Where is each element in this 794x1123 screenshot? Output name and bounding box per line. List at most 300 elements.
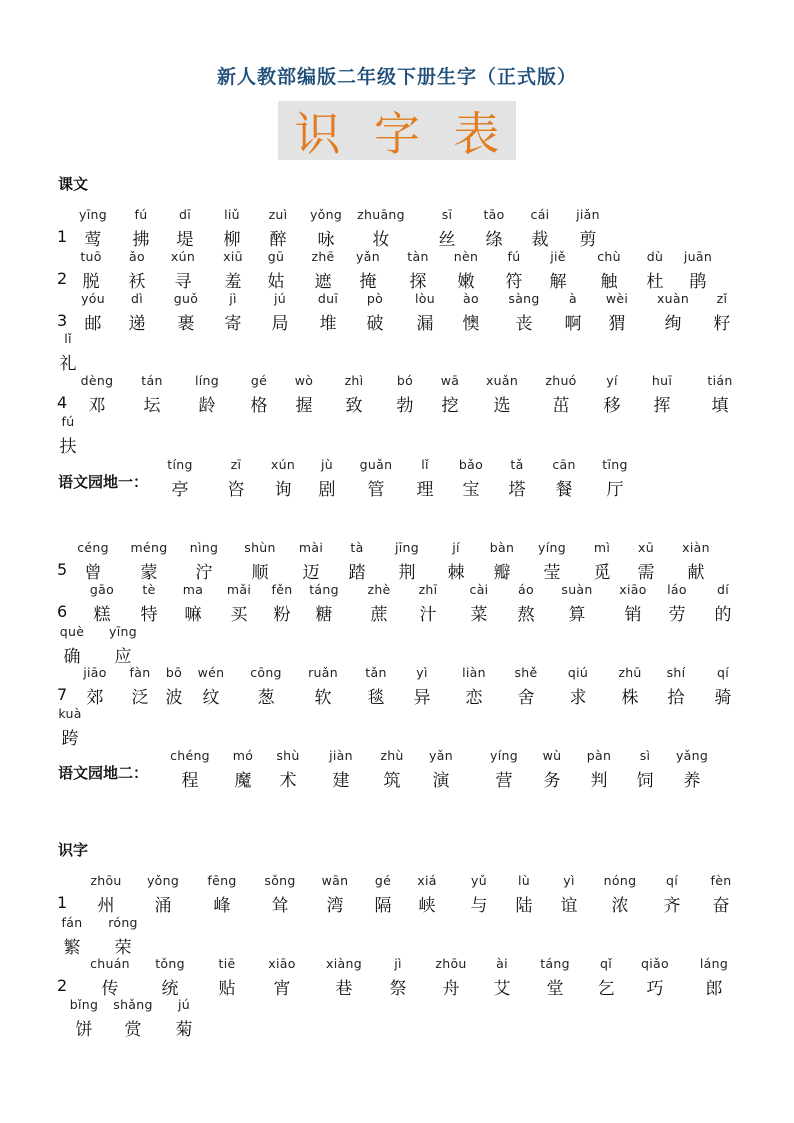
pinyin: zhū [618,665,642,680]
pinyin: zī [230,457,242,472]
hanzi: 术 [279,771,297,791]
pinyin: yóu [81,291,105,306]
hanzi: 特 [140,605,158,625]
hanzi: 丝 [438,230,456,250]
pinyin: chéng [170,748,210,763]
pinyin: bǎo [458,457,484,472]
hanzi: 祭 [389,979,407,999]
pinyin: pàn [586,748,612,763]
hanzi: 妆 [372,230,390,250]
pinyin: xuàn [656,291,690,306]
hanzi: 堆 [319,314,337,334]
hanzi: 寄 [224,314,242,334]
hanzi: 菊 [175,1020,193,1040]
hanzi: 踏 [348,563,366,583]
pinyin: chù [597,249,621,264]
hanzi: 懊 [462,314,480,334]
pinyin: chuán [90,956,130,971]
pinyin: xū [638,540,654,555]
pinyin: tiē [218,956,236,971]
hanzi: 葱 [257,688,275,708]
pinyin: duī [317,291,339,306]
hanzi: 舟 [442,979,460,999]
hanzi: 齐 [663,896,681,916]
hanzi: 巧 [646,979,664,999]
pinyin: gū [267,249,285,264]
pinyin: gé [250,373,268,388]
line-number: 5 [57,560,68,579]
pinyin: guǒ [173,291,199,306]
pinyin: mǎi [226,582,252,597]
line-number: 2 [57,976,68,995]
hanzi: 谊 [560,896,578,916]
pinyin: bàn [489,540,515,555]
pinyin: sǒng [264,873,296,888]
pinyin: fēng [207,873,237,888]
hanzi: 堂 [546,979,564,999]
pinyin: tè [142,582,156,597]
pinyin: fú [61,414,75,429]
hanzi: 堤 [176,230,194,250]
pinyin: tán [141,373,163,388]
hanzi: 饼 [75,1020,93,1040]
hanzi: 袄 [128,272,146,292]
line-number: 7 [57,685,68,704]
hanzi: 嘛 [184,605,202,625]
pinyin: bó [396,373,414,388]
pinyin: nìng [189,540,219,555]
pinyin: sàng [508,291,540,306]
pinyin: què [59,624,85,639]
pinyin: yì [563,873,575,888]
pinyin: suàn [561,582,593,597]
hanzi: 赏 [124,1020,142,1040]
pinyin: yíng [538,540,566,555]
hanzi: 湾 [326,896,344,916]
pinyin: yǒng [146,873,180,888]
line-number: 3 [57,311,68,330]
hanzi: 繁 [63,938,81,958]
hanzi: 握 [295,396,313,416]
hanzi: 猬 [608,314,626,334]
pinyin: qiú [567,665,589,680]
hanzi: 嫩 [457,272,475,292]
pinyin: dù [646,249,664,264]
char-line [0,706,794,750]
pinyin: cōng [250,665,282,680]
hanzi: 统 [161,979,179,999]
hanzi: 荆 [398,563,416,583]
pinyin: fěn [271,582,293,597]
pinyin: tàn [407,249,429,264]
hanzi: 涌 [154,896,172,916]
pinyin: ruǎn [308,665,338,680]
hanzi: 熬 [517,605,535,625]
hanzi: 骑 [714,688,732,708]
hanzi: 填 [711,396,729,416]
hanzi: 巷 [335,979,353,999]
hanzi: 买 [230,605,248,625]
pinyin: fú [507,249,521,264]
pinyin: sì [639,748,651,763]
hanzi: 糕 [93,605,111,625]
section-garden-2: 语文园地二： [58,764,149,782]
pinyin: wén [197,665,225,680]
pinyin: lòu [415,291,435,306]
hanzi: 耸 [271,896,289,916]
hanzi: 求 [569,688,587,708]
pinyin: jīng [394,540,420,555]
pinyin: tāo [483,207,505,222]
pinyin: shù [276,748,300,763]
pinyin: yì [416,665,428,680]
section-kewen: 课文 [58,175,89,193]
hanzi: 瓣 [493,563,511,583]
hanzi: 局 [271,314,289,334]
hanzi: 餐 [555,480,573,500]
pinyin: wù [542,748,562,763]
pinyin: qí [665,873,679,888]
hanzi: 递 [128,314,146,334]
char-line [0,540,794,584]
hanzi: 泛 [131,688,149,708]
pinyin: jì [394,956,402,971]
pinyin: yǎn [429,748,453,763]
pinyin: tīng [602,457,628,472]
pinyin: tián [707,373,733,388]
char-line [0,873,794,917]
hanzi: 致 [345,396,363,416]
hanzi: 宝 [462,480,480,500]
hanzi: 剪 [579,230,597,250]
hanzi: 与 [470,896,488,916]
char-line [0,997,794,1041]
banner-char-1: 识 [294,106,341,161]
hanzi: 探 [409,272,427,292]
pinyin: cān [552,457,576,472]
hanzi: 销 [624,605,642,625]
hanzi: 绦 [485,230,503,250]
char-line [0,624,794,668]
hanzi: 建 [332,771,350,791]
char-line [0,207,794,251]
hanzi: 劳 [668,605,686,625]
pinyin: lǐ [64,331,72,346]
hanzi: 需 [637,563,655,583]
hanzi: 姑 [267,272,285,292]
hanzi: 泞 [195,563,213,583]
pinyin: táng [540,956,570,971]
char-line [0,748,794,792]
hanzi: 软 [314,688,332,708]
char-line [0,291,794,335]
hanzi: 浓 [611,896,629,916]
hanzi: 陆 [515,896,533,916]
pinyin: zhē [311,249,335,264]
hanzi: 跨 [61,729,79,749]
pinyin: xiāo [268,956,296,971]
pinyin: xiá [417,873,437,888]
hanzi: 贴 [218,979,236,999]
section-shizi: 识字 [58,841,89,859]
hanzi: 管 [367,480,385,500]
pinyin: tǒng [155,956,185,971]
banner-char-3: 表 [453,106,500,161]
hanzi: 拂 [132,230,150,250]
pinyin: yíng [490,748,518,763]
hanzi: 鹃 [689,272,707,292]
hanzi: 裹 [177,314,195,334]
hanzi: 勃 [396,396,414,416]
hanzi: 扶 [59,437,77,457]
hanzi: 挥 [653,396,671,416]
pinyin: yǔ [471,873,487,888]
pinyin: mó [232,748,254,763]
hanzi: 波 [165,688,183,708]
pinyin: fú [134,207,148,222]
char-line [0,373,794,417]
pinyin: huī [651,373,673,388]
pinyin: jiǎn [576,207,600,222]
hanzi: 确 [63,647,81,667]
char-line [0,582,794,626]
hanzi: 莺 [84,230,102,250]
section-garden-1: 语文园地一： [58,473,149,491]
pinyin: qiǎo [641,956,669,971]
pinyin: zuì [268,207,288,222]
line-number: 1 [57,227,68,246]
hanzi: 魔 [234,771,252,791]
pinyin: tǎn [365,665,387,680]
hanzi: 龄 [198,396,216,416]
pinyin: dī [178,207,192,222]
pinyin: cài [469,582,489,597]
hanzi: 羞 [224,272,242,292]
pinyin: bǐng [69,997,99,1012]
pinyin: à [569,291,577,306]
hanzi: 坛 [143,396,161,416]
pinyin: yīng [109,624,137,639]
hanzi: 艾 [493,979,511,999]
pinyin: shǎng [113,997,153,1012]
hanzi: 养 [683,771,701,791]
pinyin: jú [178,997,190,1012]
hanzi: 礼 [59,354,77,374]
line-number: 4 [57,393,68,412]
hanzi: 杜 [646,272,664,292]
pinyin: jù [321,457,333,472]
banner-char-2: 字 [373,106,420,161]
pinyin: bō [165,665,183,680]
pinyin: liàn [462,665,486,680]
hanzi: 郎 [705,979,723,999]
hanzi: 毯 [367,688,385,708]
pinyin: jiàn [329,748,353,763]
hanzi: 株 [621,688,639,708]
pinyin: líng [194,373,220,388]
char-line [0,665,794,709]
pinyin: áo [518,582,534,597]
pinyin: jú [274,291,286,306]
pinyin: zhī [418,582,438,597]
hanzi: 裁 [531,230,549,250]
hanzi: 漏 [416,314,434,334]
hanzi: 异 [413,688,431,708]
hanzi: 格 [250,396,268,416]
pinyin: dèng [80,373,114,388]
hanzi: 营 [495,771,513,791]
pinyin: juān [683,249,713,264]
hanzi: 掩 [359,272,377,292]
hanzi: 符 [505,272,523,292]
pinyin: zhuāng [357,207,405,222]
hanzi: 峰 [213,896,231,916]
char-line [0,414,794,458]
hanzi: 咏 [317,230,335,250]
pinyin: ài [496,956,508,971]
pinyin: táng [309,582,339,597]
pinyin: ǎo [129,249,145,264]
pinyin: dí [716,582,730,597]
pinyin: nèn [453,249,479,264]
hanzi: 觅 [593,563,611,583]
pinyin: gé [374,873,392,888]
page-title: 新人教部编版二年级下册生字（正式版） [216,66,577,88]
pinyin: shí [666,665,686,680]
pinyin: xún [170,249,196,264]
hanzi: 荣 [114,938,132,958]
hanzi: 演 [432,771,450,791]
hanzi: 恋 [465,688,483,708]
hanzi: 籽 [713,314,731,334]
hanzi: 柳 [223,230,241,250]
pinyin: zhè [367,582,391,597]
hanzi: 破 [366,314,384,334]
hanzi: 啊 [564,314,582,334]
hanzi: 邮 [84,314,102,334]
hanzi: 询 [274,480,292,500]
hanzi: 州 [97,896,115,916]
pinyin: fèn [710,873,732,888]
pinyin: jiāo [83,665,107,680]
hanzi: 乞 [597,979,615,999]
pinyin: láng [699,956,729,971]
hanzi: 判 [590,771,608,791]
hanzi: 触 [600,272,618,292]
pinyin: sī [441,207,453,222]
hanzi: 隔 [374,896,392,916]
hanzi: 移 [603,396,621,416]
hanzi: 的 [714,605,732,625]
char-line [0,915,794,959]
pinyin: wò [294,373,314,388]
pinyin: tuō [80,249,102,264]
pinyin: pò [366,291,384,306]
pinyin: ma [182,582,204,597]
line-number: 6 [57,602,68,621]
hanzi: 奋 [712,896,730,916]
pinyin: lǐ [421,457,429,472]
pinyin: zhuó [545,373,577,388]
hanzi: 顺 [251,563,269,583]
pinyin: yīng [79,207,107,222]
hanzi: 寻 [174,272,192,292]
hanzi: 蒙 [140,563,158,583]
hanzi: 邓 [88,396,106,416]
pinyin: fàn [129,665,151,680]
hanzi: 棘 [447,563,465,583]
line-number: 2 [57,269,68,288]
pinyin: qí [716,665,730,680]
pinyin: xiū [223,249,243,264]
pinyin: wèi [605,291,629,306]
pinyin: jí [452,540,460,555]
hanzi: 糖 [315,605,333,625]
hanzi: 亭 [171,480,189,500]
pinyin: guǎn [359,457,393,472]
hanzi: 筑 [383,771,401,791]
pinyin: lù [518,873,530,888]
banner [278,101,516,160]
pinyin: zhōu [90,873,122,888]
pinyin: fán [61,915,83,930]
pinyin: gāo [89,582,115,597]
line-number: 1 [57,893,68,912]
pinyin: shùn [244,540,276,555]
hanzi: 选 [493,396,511,416]
pinyin: céng [77,540,109,555]
pinyin: méng [130,540,168,555]
hanzi: 曾 [84,563,102,583]
hanzi: 脱 [82,272,100,292]
pinyin: mì [593,540,611,555]
char-line [0,457,794,501]
char-line [0,331,794,375]
pinyin: zǐ [716,291,728,306]
hanzi: 茁 [552,396,570,416]
pinyin: mài [298,540,324,555]
hanzi: 拾 [667,688,685,708]
hanzi: 峡 [418,896,436,916]
hanzi: 郊 [86,688,104,708]
hanzi: 莹 [543,563,561,583]
hanzi: 舍 [517,688,535,708]
pinyin: jì [229,291,237,306]
hanzi: 献 [687,563,705,583]
hanzi: 醉 [269,230,287,250]
pinyin: xuǎn [485,373,519,388]
pinyin: tǎ [510,457,524,472]
pinyin: tà [350,540,364,555]
hanzi: 迈 [302,563,320,583]
pinyin: xún [270,457,296,472]
pinyin: kuà [58,706,82,721]
hanzi: 应 [114,647,132,667]
pinyin: qǐ [599,956,613,971]
hanzi: 务 [543,771,561,791]
pinyin: jiě [550,249,566,264]
pinyin: yǒng [309,207,343,222]
pinyin: shě [514,665,538,680]
hanzi: 菜 [470,605,488,625]
hanzi: 汁 [419,605,437,625]
pinyin: tíng [167,457,193,472]
hanzi: 解 [549,272,567,292]
pinyin: xiāo [619,582,647,597]
hanzi: 传 [101,979,119,999]
hanzi: 程 [181,771,199,791]
hanzi: 粉 [273,605,291,625]
